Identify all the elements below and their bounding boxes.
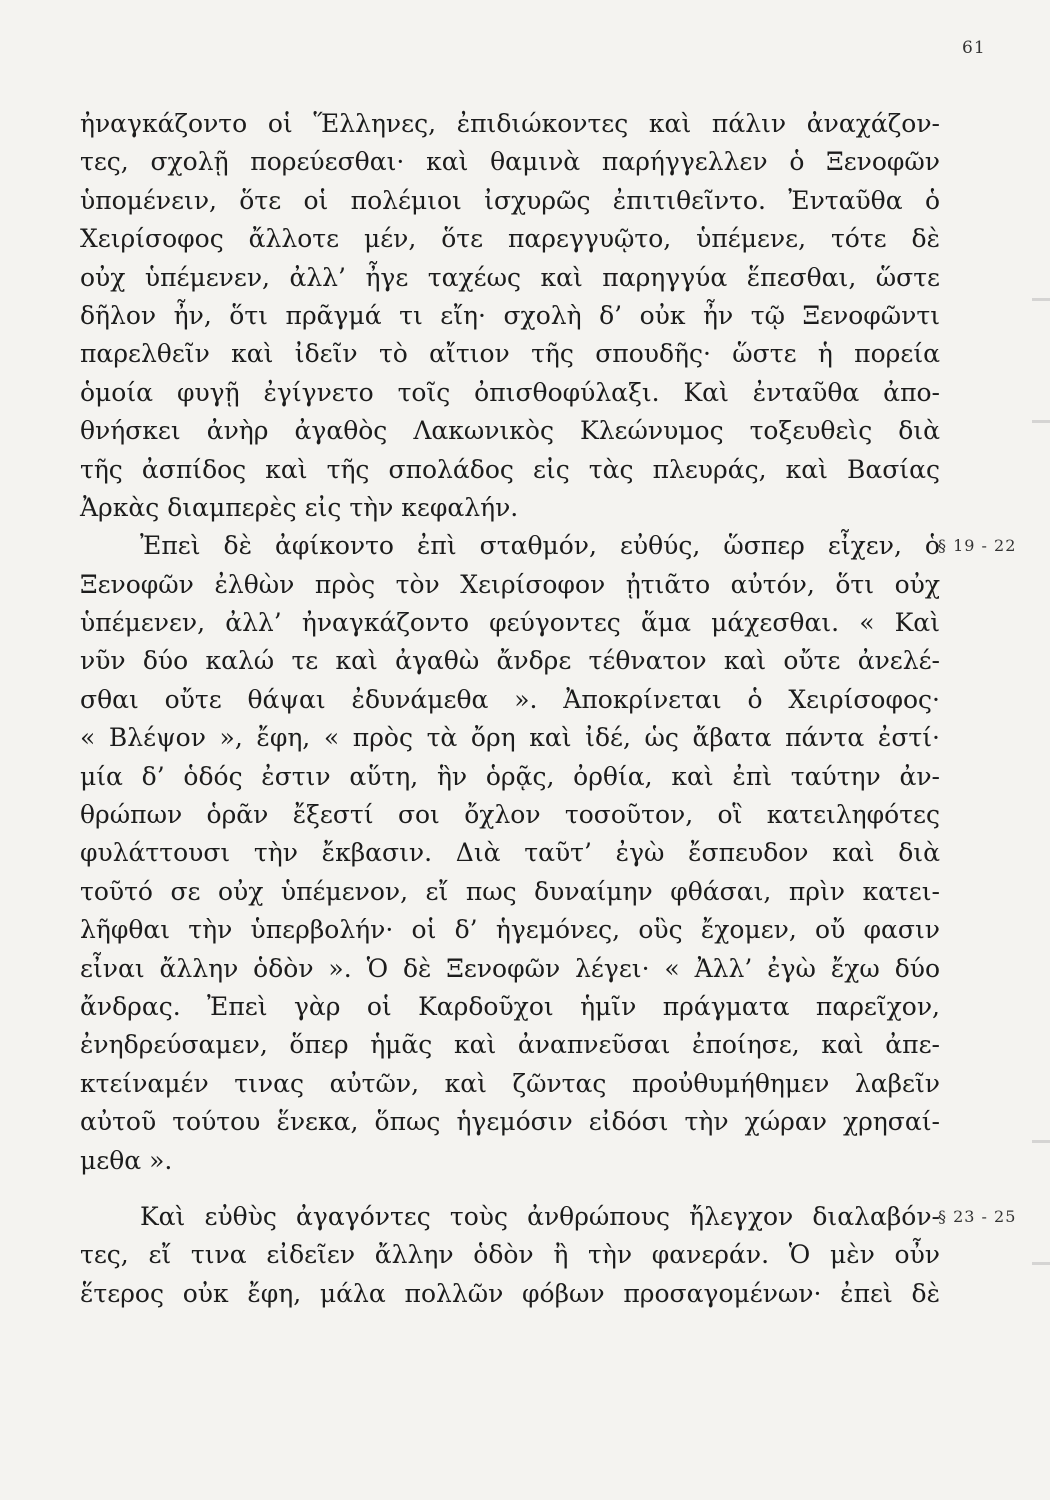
text-line	[80, 1198, 1017, 1236]
text-line: ὑπέμενεν, ἀλλ’ ἠναγκάζοντο φεύγοντες ἅμα μάχεσθαι. « Καὶ	[80, 608, 940, 638]
text-line: εἶναι ἄλλην ὁδὸν ». Ὁ δὲ Ξενοφῶν λέγει· « Ἀλλ’ ἐγὼ ἔχω δύο	[80, 953, 940, 983]
text-line: τες, σχολῇ πορεύεσθαι· καὶ θαμινὰ παρήγγελλεν ὁ Ξενοφῶν	[80, 147, 940, 177]
text-line: τοῦτό σε οὐχ ὑπέμενον, εἴ πως δυναίμην φθάσαι, πρὶν κατει-	[80, 876, 940, 906]
text-line: φυλάττουσι τὴν ἔκβασιν. Διὰ ταῦτ’ ἐγὼ ἔσπευδον καὶ διὰ	[80, 838, 940, 868]
text-line: Χειρίσοφος ἄλλοτε μέν, ὅτε παρεγγυῷτο, ὑπέμενε, τότε δὲ	[80, 224, 940, 254]
text-line	[80, 527, 1017, 565]
text-line: μεθα ».	[80, 1145, 173, 1175]
text-line: « Βλέψον », ἔφη, « πρὸς τὰ ὄρη καὶ ἰδέ, ὡς ἄβατα πάντα ἐστί·	[80, 723, 940, 753]
text-line: μία δ’ ὁδός ἐστιν αὕτη, ἣν ὁρᾷς, ὀρθία, καὶ ἐπὶ ταύτην ἀν-	[80, 761, 940, 791]
text-line: παρελθεῖν καὶ ἰδεῖν τὸ αἴτιον τῆς σπουδῆς· ὥστε ἡ πορεία	[80, 339, 940, 369]
text-line: θνήσκει ἀνὴρ ἀγαθὸς Λακωνικὸς Κλεώνυμος τοξευθεὶς διὰ	[80, 416, 940, 446]
margin-note-section: § 23 - 25	[938, 1206, 1017, 1226]
paragraph-gap	[80, 1180, 940, 1198]
text-line: δῆλον ἦν, ὅτι πρᾶγμά τι εἴη· σχολὴ δ’ οὐκ ἦν τῷ Ξενοφῶντι	[80, 300, 940, 330]
text-line-content: Ἐπεὶ δὲ ἀφίκοντο ἐπὶ σταθμόν, εὐθύς, ὥσπερ εἶχεν, ὁ	[140, 531, 940, 561]
edge-mark	[1032, 420, 1050, 423]
paragraph-3	[80, 1198, 1017, 1313]
main-text	[80, 105, 1017, 1313]
text-line: Ξενοφῶν ἐλθὼν πρὸς τὸν Χειρίσοφον ᾐτιᾶτο αὐτόν, ὅτι οὐχ	[80, 569, 940, 599]
text-line: νῦν δύο καλώ τε καὶ ἀγαθὼ ἄνδρε τέθνατον καὶ οὔτε ἀνελέ-	[80, 646, 940, 676]
text-line: αὐτοῦ τούτου ἕνεκα, ὅπως ἡγεμόσιν εἰδόσι τὴν χώραν χρησαί-	[80, 1107, 940, 1137]
text-line: ἄνδρας. Ἐπεὶ γὰρ οἱ Καρδοῦχοι ἡμῖν πράγματα παρεῖχον,	[80, 991, 940, 1021]
text-line: ὑπομένειν, ὅτε οἱ πολέμιοι ἰσχυρῶς ἐπιτιθεῖντο. Ἐνταῦθα ὁ	[80, 185, 940, 215]
page-number: 61	[962, 38, 986, 58]
text-line: τες, εἴ τινα εἰδεῖεν ἄλλην ὁδὸν ἢ τὴν φανεράν. Ὁ μὲν οὖν	[80, 1240, 940, 1270]
text-line: ἠναγκάζοντο οἱ Ἕλληνες, ἐπιδιώκοντες καὶ πάλιν ἀναχάζον-	[80, 109, 940, 138]
edge-mark	[1032, 1140, 1050, 1143]
text-line: λῆφθαι τὴν ὑπερβολήν· οἱ δ’ ἡγεμόνες, οὓς ἔχομεν, οὔ φασιν	[80, 915, 940, 945]
margin-note-section: § 19 - 22	[938, 536, 1017, 556]
edge-mark	[1032, 1262, 1050, 1265]
paragraph-1	[80, 105, 940, 527]
paragraph-2	[80, 527, 1017, 1180]
text-line: κτείναμέν τινας αὐτῶν, καὶ ζῶντας προὐθυμήθημεν λαβεῖν	[80, 1068, 940, 1098]
text-line: ὁμοία φυγῇ ἐγίγνετο τοῖς ὀπισθοφύλαξι. Καὶ ἐνταῦθα ἀπο-	[80, 377, 940, 407]
text-line: Ἀρκὰς διαμπερὲς εἰς τὴν κεφαλήν.	[80, 492, 519, 522]
text-line: οὐχ ὑπέμενεν, ἀλλ’ ἦγε ταχέως καὶ παρηγγύα ἕπεσθαι, ὥστε	[80, 262, 940, 292]
text-line: θρώπων ὁρᾶν ἔξεστί σοι ὄχλον τοσοῦτον, οἳ κατειληφότες	[80, 800, 940, 830]
text-line: σθαι οὔτε θάψαι ἐδυνάμεθα ». Ἀποκρίνεται ὁ Χειρίσοφος·	[80, 684, 940, 714]
text-line-content: Καὶ εὐθὺς ἀγαγόντες τοὺς ἀνθρώπους ἤλεγχον διαλαβόν-	[140, 1201, 940, 1231]
text-line: ἕτερος οὐκ ἔφη, μάλα πολλῶν φόβων προσαγομένων· ἐπεὶ δὲ	[80, 1278, 940, 1308]
text-line: ἐνηδρεύσαμεν, ὅπερ ἡμᾶς καὶ ἀναπνεῦσαι ἐποίησε, καὶ ἀπε-	[80, 1030, 940, 1060]
edge-mark	[1032, 298, 1050, 301]
text-line: τῆς ἀσπίδος καὶ τῆς σπολάδος εἰς τὰς πλευράς, καὶ Βασίας	[80, 454, 940, 484]
